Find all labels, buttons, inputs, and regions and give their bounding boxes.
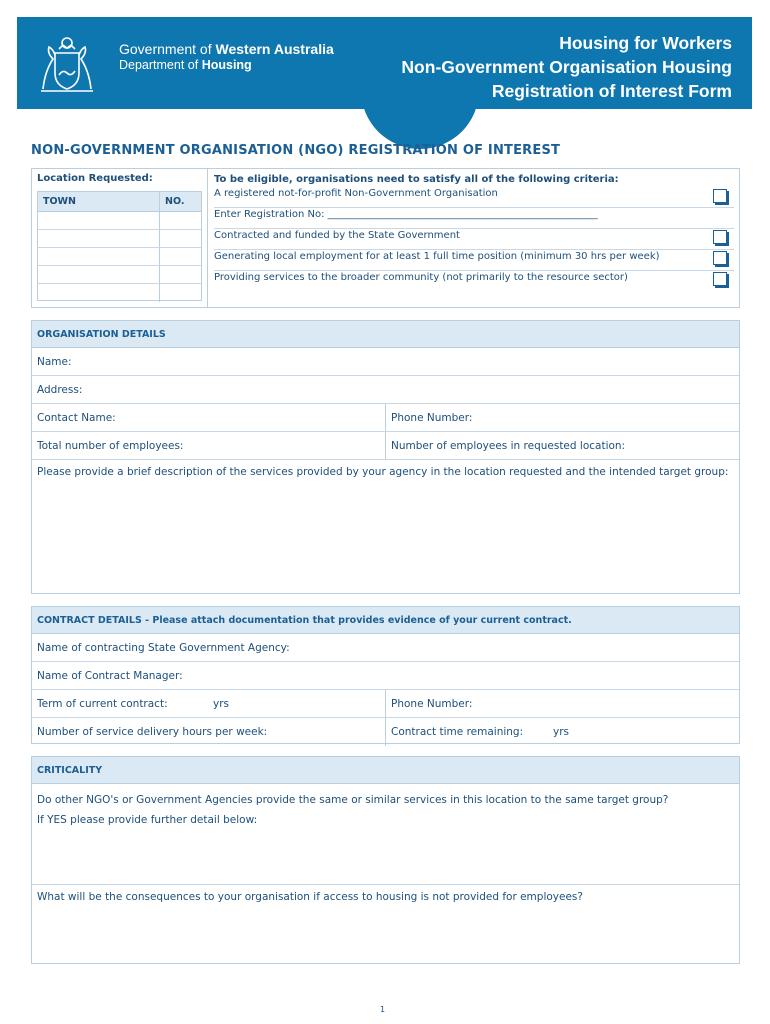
criteria-item-3-label: Generating local employment for at least 1 full time position (minimum 30 hrs per week)	[214, 251, 660, 262]
number-column-header: NO.	[165, 196, 185, 207]
services-description-field[interactable]	[32, 460, 739, 594]
org-employees-row	[32, 432, 739, 460]
criteria-item-1-label: A registered not-for-profit Non-Government Organisation	[214, 188, 498, 199]
criteria-item-3	[214, 250, 734, 271]
similar-services-question: Do other NGO's or Government Agencies provide the same or similar services in this location to the same target group?	[37, 794, 669, 806]
contract-hours-row	[32, 718, 739, 746]
header-banner	[17, 17, 752, 109]
contract-phone-label: Phone Number:	[391, 698, 473, 710]
registration-number-line: ______________________________________________________	[327, 209, 598, 220]
similar-services-field[interactable]	[32, 784, 739, 885]
contact-name-label: Contact Name:	[37, 412, 116, 424]
location-label: Location Requested:	[37, 173, 153, 184]
organisation-details-heading: ORGANISATION DETAILS	[32, 321, 739, 348]
contract-term-unit: yrs	[213, 698, 230, 710]
org-address-field[interactable]	[32, 376, 739, 404]
contract-agency-field[interactable]	[32, 634, 739, 662]
page-title: NON-GOVERNMENT ORGANISATION (NGO) REGISTRATION OF INTEREST	[31, 143, 561, 158]
contract-term-label: Term of current contract:	[37, 698, 168, 710]
town-table	[37, 191, 202, 301]
contract-phone-field[interactable]	[386, 690, 739, 717]
form-title-line2: Non-Government Organisation Housing	[401, 57, 732, 77]
similar-services-detail-prompt: If YES please provide further detail below:	[37, 814, 258, 826]
town-row[interactable]	[38, 266, 201, 284]
contract-manager-label: Name of Contract Manager:	[37, 670, 183, 682]
dept-prefix: Department of	[119, 58, 202, 72]
town-column-header: TOWN	[38, 192, 160, 211]
criteria-2-checkbox[interactable]	[713, 230, 727, 244]
contract-agency-label: Name of contracting State Government Agency:	[37, 642, 290, 654]
criticality-heading: CRITICALITY	[32, 757, 739, 784]
form-title-line1: Housing for Workers	[559, 33, 732, 53]
contract-term-field[interactable]	[32, 690, 386, 717]
org-contact-row	[32, 404, 739, 432]
org-name-field[interactable]	[32, 348, 739, 376]
criteria-1-checkbox[interactable]	[713, 189, 727, 203]
criteria-3-checkbox[interactable]	[713, 251, 727, 265]
town-row[interactable]	[38, 248, 201, 266]
town-row[interactable]	[38, 212, 201, 230]
registration-number-label: Enter Registration No:	[214, 209, 328, 220]
consequences-question: What will be the consequences to your organisation if access to housing is not provided for employees?	[37, 891, 583, 903]
service-hours-label: Number of service delivery hours per week:	[37, 726, 268, 738]
location-employees-label: Number of employees in requested location:	[391, 440, 626, 452]
criteria-item-2	[214, 229, 734, 250]
contract-term-row	[32, 690, 739, 718]
form-title-block	[401, 31, 732, 103]
criteria-list	[214, 173, 734, 292]
form-title-line3: Registration of Interest Form	[491, 81, 732, 101]
government-branding	[119, 41, 334, 73]
contact-name-field[interactable]	[32, 404, 386, 431]
location-employees-field[interactable]	[386, 432, 739, 459]
town-row[interactable]	[38, 284, 201, 302]
org-phone-label: Phone Number:	[391, 412, 473, 424]
registration-number-field[interactable]	[214, 208, 734, 229]
organisation-details-section	[31, 320, 740, 594]
criteria-heading: To be eligible, organisations need to satisfy all of the following criteria:	[214, 174, 619, 185]
page-number: 1	[380, 1005, 386, 1014]
dept-name: Housing	[201, 58, 252, 72]
town-row[interactable]	[38, 230, 201, 248]
criteria-4-checkbox[interactable]	[713, 272, 727, 286]
criteria-item-1	[214, 187, 734, 208]
total-employees-label: Total number of employees:	[37, 440, 184, 452]
contract-manager-field[interactable]	[32, 662, 739, 690]
total-employees-field[interactable]	[32, 432, 386, 459]
gov-prefix: Government of	[119, 41, 216, 57]
criteria-item-4	[214, 271, 734, 292]
contract-remaining-label: Contract time remaining:	[391, 726, 524, 738]
service-hours-field[interactable]	[32, 718, 386, 746]
criteria-item-4-label: Providing services to the broader community (not primarily to the resource sector)	[214, 272, 628, 283]
gov-state: Western Australia	[215, 41, 334, 57]
wa-crest-icon	[31, 31, 103, 97]
contract-remaining-unit: yrs	[553, 726, 570, 738]
consequences-field[interactable]	[32, 885, 739, 909]
org-phone-field[interactable]	[386, 404, 739, 431]
location-panel	[32, 169, 208, 307]
location-criteria-section	[31, 168, 740, 308]
contract-remaining-field[interactable]	[386, 718, 739, 746]
contract-details-heading: CONTRACT DETAILS - Please attach documentation that provides evidence of your current contract.	[32, 607, 739, 634]
contract-details-section	[31, 606, 740, 744]
org-address-label: Address:	[37, 384, 83, 396]
criteria-item-2-label: Contracted and funded by the State Government	[214, 230, 460, 241]
criticality-section	[31, 756, 740, 964]
town-table-header	[38, 192, 201, 212]
services-description-label: Please provide a brief description of the services provided by your agency in the location requested and the intended target group:	[37, 466, 729, 478]
org-name-label: Name:	[37, 356, 72, 368]
